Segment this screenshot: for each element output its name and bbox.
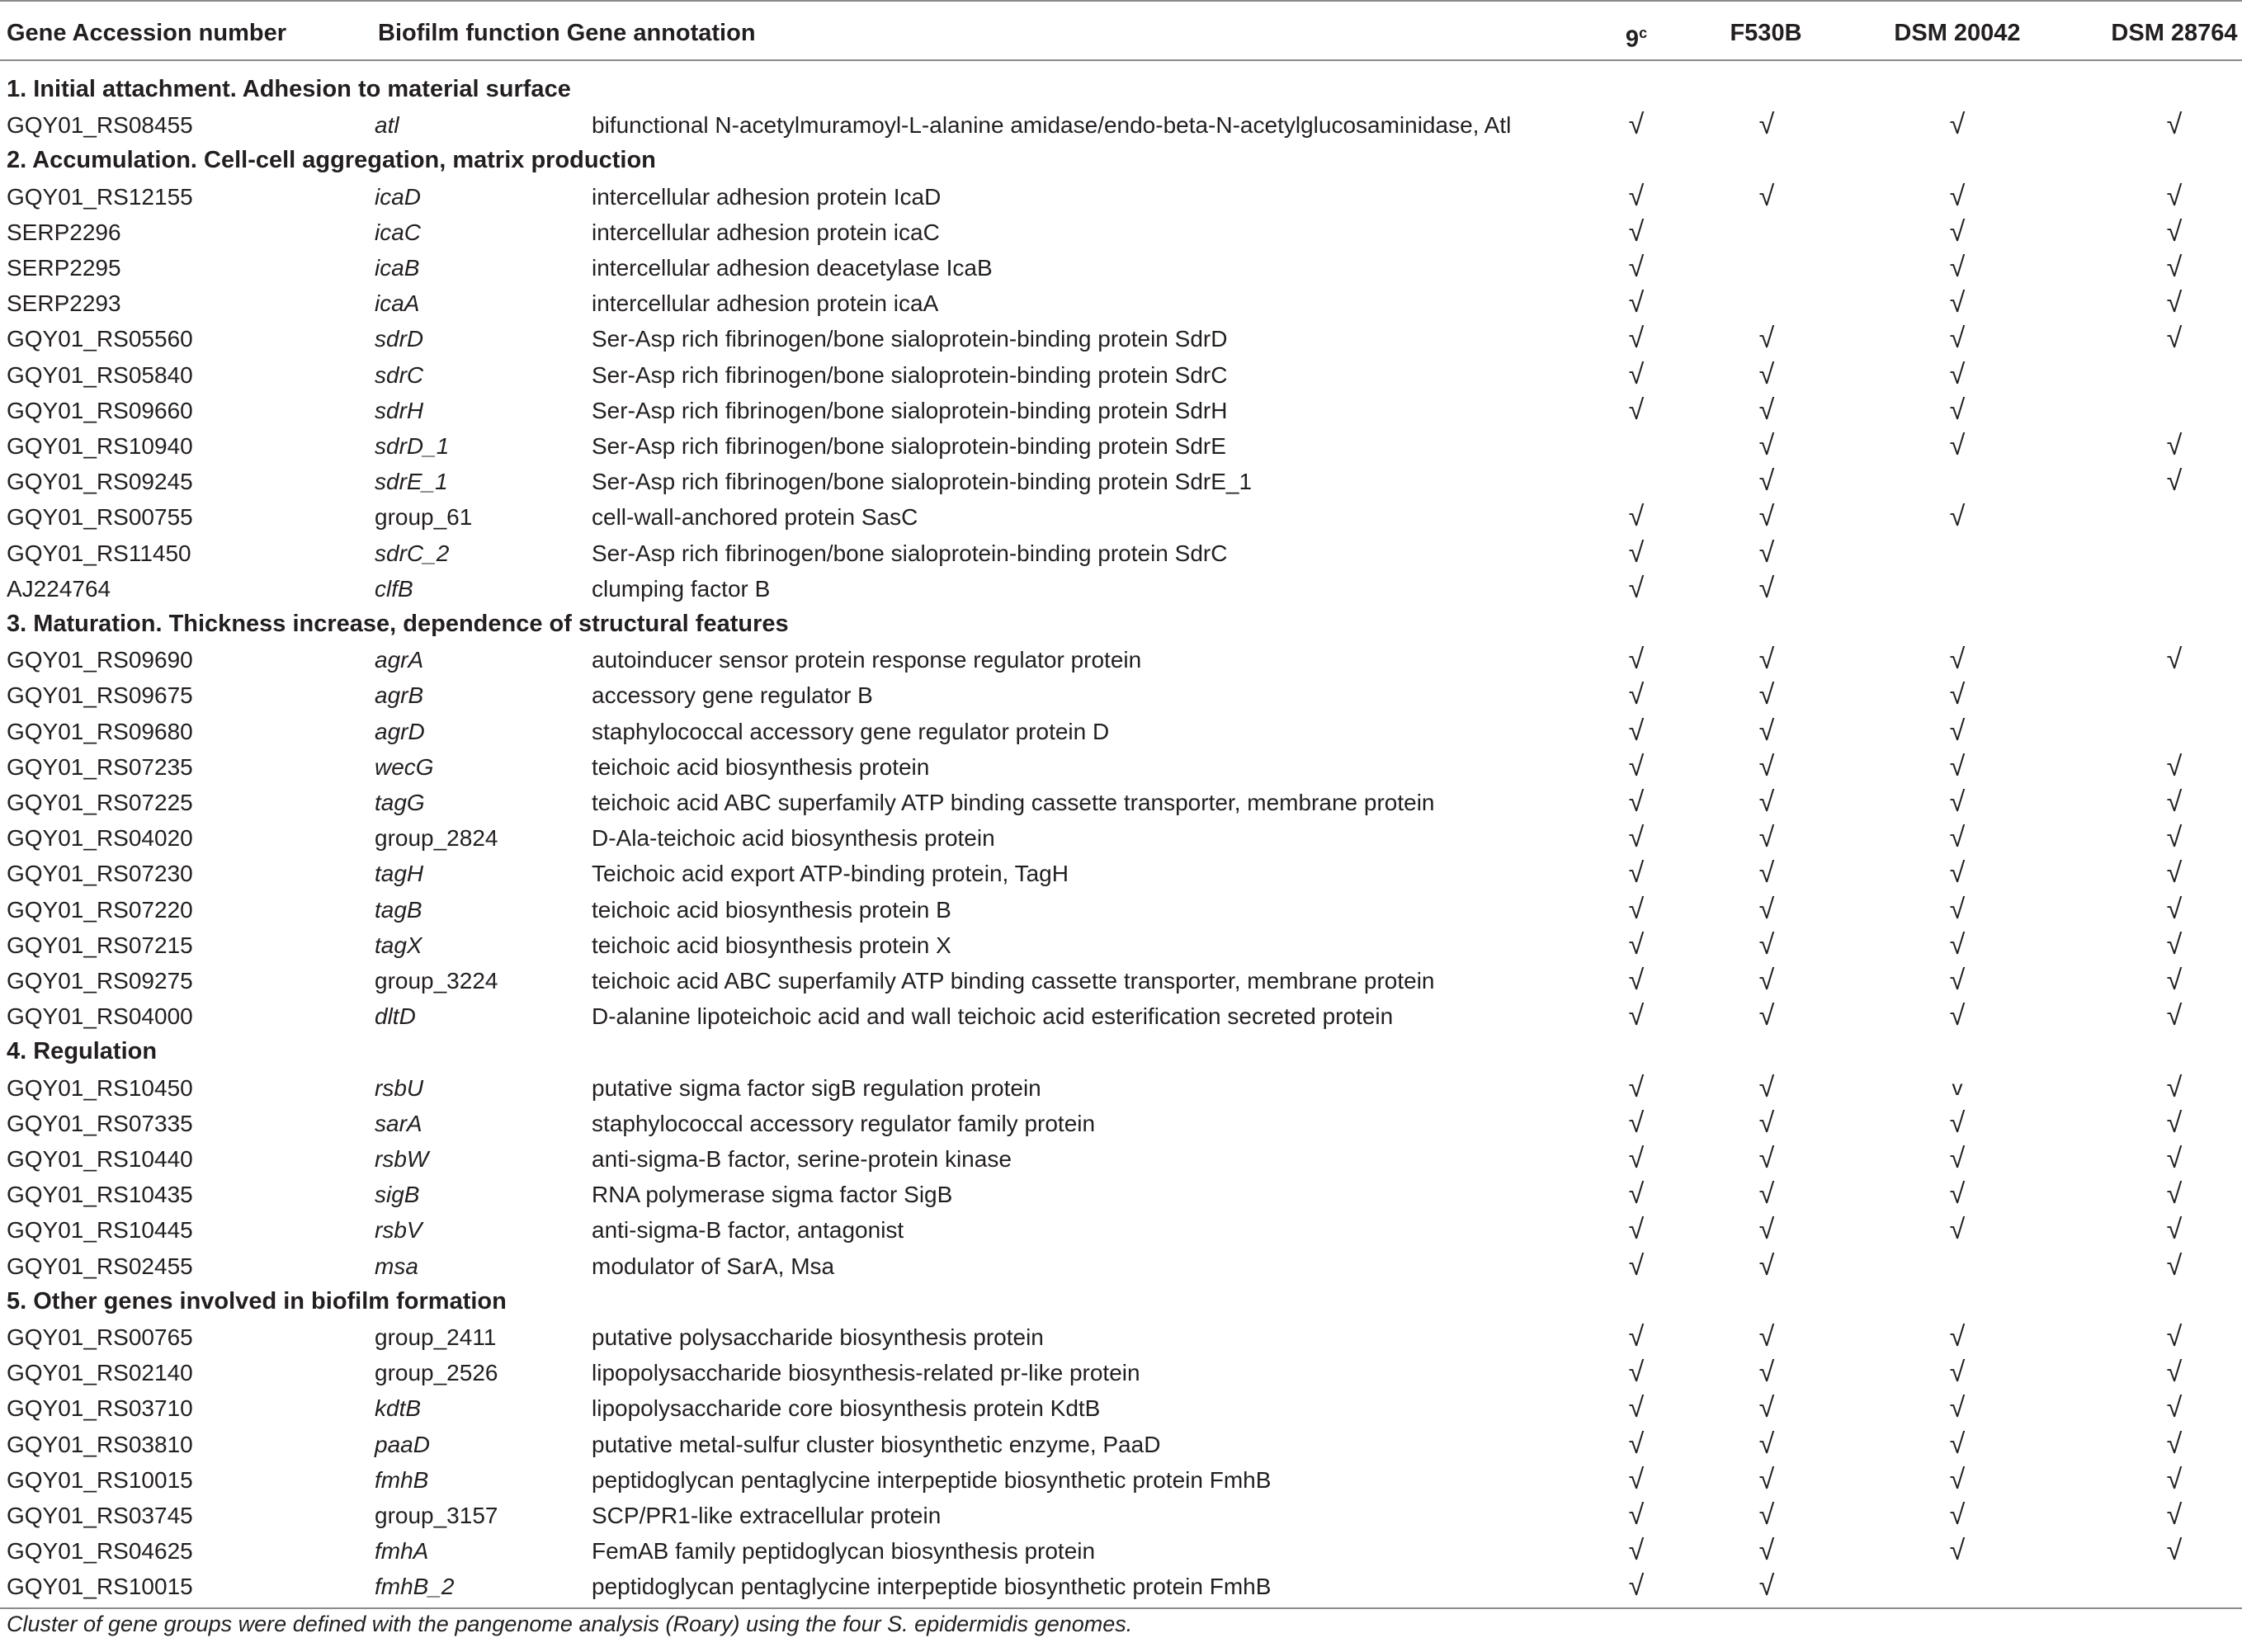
accession-cell: GQY01_RS09275 bbox=[7, 968, 193, 994]
check-f530b: √ bbox=[1758, 1463, 1775, 1495]
check-dsm28764 bbox=[2150, 714, 2199, 749]
section-heading: 2. Accumulation. Cell-cell aggregation, matrix production bbox=[7, 147, 656, 174]
accession-cell: GQY01_RS04000 bbox=[7, 1003, 193, 1030]
check-dsm20042: √ bbox=[1949, 1392, 1966, 1424]
accession-cell: GQY01_RS12155 bbox=[7, 183, 193, 210]
check-strain-9: √ bbox=[1628, 572, 1645, 604]
gene-cell: sdrC_2 bbox=[375, 540, 450, 566]
annotation-cell: cell-wall-anchored protein SasC bbox=[592, 504, 918, 531]
accession-cell: GQY01_RS02140 bbox=[7, 1360, 193, 1386]
check-strain-9: √ bbox=[1628, 501, 1645, 533]
check-strain-9: √ bbox=[1628, 1428, 1645, 1460]
gene-cell: rsbV bbox=[375, 1217, 422, 1244]
accession-cell: GQY01_RS10445 bbox=[7, 1217, 193, 1244]
check-f530b bbox=[1742, 250, 1791, 286]
check-f530b: √ bbox=[1758, 430, 1775, 461]
accession-cell: GQY01_RS07335 bbox=[7, 1110, 193, 1136]
annotation-cell: staphylococcal accessory regulator family protein bbox=[592, 1110, 1096, 1136]
header-strain-dsm28764: DSM 28764 bbox=[2111, 20, 2238, 46]
check-f530b: √ bbox=[1758, 750, 1775, 782]
check-strain-9: √ bbox=[1628, 965, 1645, 996]
gene-cell: rsbW bbox=[375, 1146, 429, 1172]
accession-cell: SERP2293 bbox=[7, 290, 121, 317]
accession-cell: SERP2295 bbox=[7, 255, 121, 281]
gene-cell: clfB bbox=[375, 575, 413, 602]
gene-cell: sdrE_1 bbox=[375, 469, 448, 495]
gene-cell: tagX bbox=[375, 932, 422, 958]
check-dsm28764: √ bbox=[2166, 323, 2183, 355]
gene-cell: tagH bbox=[375, 861, 424, 887]
header-function-annotation: Biofilm function Gene annotation bbox=[378, 20, 756, 46]
check-dsm20042: √ bbox=[1949, 109, 1966, 141]
accession-cell: GQY01_RS10450 bbox=[7, 1074, 193, 1101]
accession-cell: GQY01_RS09245 bbox=[7, 469, 193, 495]
gene-cell: msa bbox=[375, 1253, 418, 1279]
check-dsm28764: √ bbox=[2166, 1249, 2183, 1281]
accession-cell: GQY01_RS10015 bbox=[7, 1574, 193, 1600]
annotation-cell: Ser-Asp rich fibrinogen/bone sialoprotein-binding protein SdrE bbox=[592, 433, 1226, 459]
check-dsm20042: √ bbox=[1949, 893, 1966, 925]
accession-cell: GQY01_RS07230 bbox=[7, 861, 193, 887]
annotation-cell: intercellular adhesion deacetylase IcaB bbox=[592, 255, 993, 281]
accession-cell: GQY01_RS04020 bbox=[7, 825, 193, 852]
check-strain-9: √ bbox=[1628, 1071, 1645, 1103]
check-f530b: √ bbox=[1758, 465, 1775, 498]
annotation-cell: teichoic acid ABC superfamily ATP binding cassette transporter, membrane protein bbox=[592, 790, 1435, 815]
check-dsm20042 bbox=[1933, 1248, 1982, 1284]
accession-cell: GQY01_RS02455 bbox=[7, 1253, 193, 1279]
check-dsm20042: v bbox=[1952, 1074, 1963, 1100]
check-strain-9: √ bbox=[1628, 679, 1645, 711]
check-f530b: √ bbox=[1758, 965, 1775, 996]
check-dsm20042: √ bbox=[1949, 252, 1966, 283]
check-strain-9: √ bbox=[1628, 394, 1645, 426]
annotation-cell: autoinducer sensor protein response regulator protein bbox=[592, 647, 1142, 673]
gene-cell: icaD bbox=[375, 183, 422, 210]
annotation-cell: anti-sigma-B factor, serine-protein kinase bbox=[592, 1146, 1012, 1172]
check-strain-9: √ bbox=[1628, 215, 1645, 248]
gene-cell: group_3224 bbox=[375, 968, 498, 994]
accession-cell: GQY01_RS09675 bbox=[7, 682, 193, 709]
annotation-cell: accessory gene regulator B bbox=[592, 682, 873, 709]
check-f530b: √ bbox=[1758, 1178, 1775, 1211]
gene-cell: fmhA bbox=[375, 1538, 429, 1565]
header-strain-f530b: F530B bbox=[1730, 20, 1802, 46]
check-dsm28764: √ bbox=[2166, 1321, 2183, 1352]
check-f530b: √ bbox=[1758, 501, 1775, 533]
check-dsm20042: √ bbox=[1949, 501, 1966, 533]
check-dsm28764: √ bbox=[2166, 1071, 2183, 1103]
gene-cell: icaA bbox=[375, 290, 420, 317]
check-dsm28764: √ bbox=[2166, 857, 2183, 890]
check-dsm28764 bbox=[2150, 571, 2199, 607]
accession-cell: GQY01_RS10940 bbox=[7, 433, 193, 459]
check-dsm20042: √ bbox=[1949, 1463, 1966, 1495]
check-strain-9: √ bbox=[1628, 1321, 1645, 1352]
check-dsm20042: √ bbox=[1949, 358, 1966, 390]
gene-cell: sigB bbox=[375, 1182, 420, 1208]
check-dsm20042: √ bbox=[1949, 1143, 1966, 1174]
check-strain-9: √ bbox=[1628, 1392, 1645, 1424]
table-caption: Cluster of gene groups were defined with the pangenome analysis (Roary) using the four S. epidermidis genomes. bbox=[7, 1612, 1133, 1636]
accession-cell: GQY01_RS10435 bbox=[7, 1182, 193, 1208]
check-dsm20042: √ bbox=[1949, 857, 1966, 890]
check-strain-9: √ bbox=[1628, 750, 1645, 782]
annotation-cell: RNA polymerase sigma factor SigB bbox=[592, 1182, 953, 1208]
check-strain-9: √ bbox=[1628, 287, 1645, 319]
check-f530b: √ bbox=[1758, 893, 1775, 925]
check-dsm28764 bbox=[2150, 357, 2199, 393]
check-strain-9 bbox=[1612, 428, 1661, 464]
gene-cell: atl bbox=[375, 112, 399, 139]
check-f530b: √ bbox=[1758, 1535, 1775, 1567]
gene-cell: fmhB_2 bbox=[375, 1574, 455, 1600]
check-strain-9: √ bbox=[1628, 180, 1645, 212]
check-f530b: √ bbox=[1758, 1321, 1775, 1352]
accession-cell: GQY01_RS09690 bbox=[7, 647, 193, 673]
check-dsm28764: √ bbox=[2166, 1499, 2183, 1531]
check-strain-9 bbox=[1612, 464, 1661, 499]
check-dsm20042: √ bbox=[1949, 750, 1966, 782]
gene-cell: agrB bbox=[375, 682, 424, 709]
check-dsm20042: √ bbox=[1949, 1321, 1966, 1352]
check-f530b: √ bbox=[1758, 180, 1775, 212]
check-strain-9: √ bbox=[1628, 358, 1645, 390]
annotation-cell: intercellular adhesion protein icaA bbox=[592, 290, 939, 317]
gene-cell: sdrD_1 bbox=[375, 433, 450, 459]
check-dsm28764: √ bbox=[2166, 1178, 2183, 1211]
section-heading: 3. Maturation. Thickness increase, dependence of structural features bbox=[7, 611, 789, 637]
check-dsm28764: √ bbox=[2166, 252, 2183, 283]
check-dsm28764: √ bbox=[2166, 786, 2183, 818]
check-dsm28764: √ bbox=[2166, 1392, 2183, 1424]
check-dsm28764: √ bbox=[2166, 893, 2183, 925]
check-strain-9: √ bbox=[1628, 536, 1645, 569]
check-f530b: √ bbox=[1758, 679, 1775, 711]
header-strain-9-label: 9 bbox=[1625, 26, 1640, 53]
check-dsm20042: √ bbox=[1949, 215, 1966, 248]
accession-cell: GQY01_RS07215 bbox=[7, 932, 193, 958]
check-dsm28764 bbox=[2150, 1569, 2199, 1604]
section-heading: 1. Initial attachment. Adhesion to material surface bbox=[7, 76, 571, 102]
gene-cell: rsbU bbox=[375, 1074, 424, 1101]
accession-cell: GQY01_RS11450 bbox=[7, 540, 191, 566]
annotation-cell: putative polysaccharide biosynthesis protein bbox=[592, 1324, 1044, 1350]
check-strain-9: √ bbox=[1628, 1249, 1645, 1281]
accession-cell: GQY01_RS08455 bbox=[7, 112, 193, 139]
annotation-cell: teichoic acid ABC superfamily ATP binding cassette transporter, membrane protein bbox=[592, 968, 1435, 994]
accession-cell: GQY01_RS03710 bbox=[7, 1395, 193, 1422]
check-dsm20042: √ bbox=[1949, 965, 1966, 996]
check-strain-9: √ bbox=[1628, 252, 1645, 283]
check-f530b: √ bbox=[1758, 358, 1775, 390]
check-f530b: √ bbox=[1758, 1143, 1775, 1174]
check-dsm28764: √ bbox=[2166, 287, 2183, 319]
check-strain-9: √ bbox=[1628, 1463, 1645, 1495]
gene-cell: paaD bbox=[375, 1431, 430, 1457]
annotation-cell: clumping factor B bbox=[592, 575, 771, 602]
annotation-cell: intercellular adhesion protein icaC bbox=[592, 219, 940, 245]
gene-cell: group_61 bbox=[375, 504, 473, 531]
check-dsm20042: √ bbox=[1949, 928, 1966, 961]
check-dsm28764: √ bbox=[2166, 928, 2183, 961]
check-dsm28764: √ bbox=[2166, 180, 2183, 212]
check-f530b: √ bbox=[1758, 1570, 1775, 1602]
check-f530b: √ bbox=[1758, 1071, 1775, 1103]
header-accession: Gene Accession number bbox=[7, 20, 286, 46]
check-strain-9: √ bbox=[1628, 1357, 1645, 1389]
annotation-cell: modulator of SarA, Msa bbox=[592, 1253, 835, 1279]
gene-cell: group_3157 bbox=[375, 1503, 498, 1528]
check-strain-9: √ bbox=[1628, 1570, 1645, 1602]
check-strain-9: √ bbox=[1628, 1499, 1645, 1531]
gene-cell: fmhB bbox=[375, 1466, 429, 1493]
check-strain-9: √ bbox=[1628, 1214, 1645, 1246]
section-heading: 5. Other genes involved in biofilm formation bbox=[7, 1287, 507, 1315]
check-strain-9: √ bbox=[1628, 786, 1645, 818]
check-dsm28764: √ bbox=[2166, 465, 2183, 498]
check-f530b: √ bbox=[1758, 394, 1775, 426]
check-f530b: √ bbox=[1758, 1499, 1775, 1531]
check-dsm20042: √ bbox=[1949, 287, 1966, 319]
check-strain-9: √ bbox=[1628, 715, 1645, 747]
annotation-cell: D-alanine lipoteichoic acid and wall teichoic acid esterification secreted protein bbox=[592, 1003, 1394, 1030]
check-f530b: √ bbox=[1758, 1214, 1775, 1246]
check-strain-9: √ bbox=[1628, 323, 1645, 355]
check-f530b bbox=[1742, 286, 1791, 321]
check-dsm28764 bbox=[2150, 536, 2199, 571]
check-dsm28764: √ bbox=[2166, 965, 2183, 996]
annotation-cell: lipopolysaccharide core biosynthesis protein KdtB bbox=[592, 1395, 1101, 1422]
check-dsm20042: √ bbox=[1949, 679, 1966, 711]
check-f530b: √ bbox=[1758, 1392, 1775, 1424]
gene-cell: tagB bbox=[375, 896, 422, 923]
check-dsm20042: √ bbox=[1949, 1107, 1966, 1139]
check-dsm28764: √ bbox=[2166, 1143, 2183, 1174]
annotation-cell: putative metal-sulfur cluster biosynthetic enzyme, PaaD bbox=[592, 1431, 1161, 1457]
check-dsm20042: √ bbox=[1949, 715, 1966, 747]
check-dsm20042: √ bbox=[1949, 1178, 1966, 1211]
accession-cell: GQY01_RS07235 bbox=[7, 753, 193, 780]
check-f530b: √ bbox=[1758, 572, 1775, 604]
annotation-cell: teichoic acid biosynthesis protein X bbox=[592, 932, 951, 958]
annotation-cell: Ser-Asp rich fibrinogen/bone sialoprotein-binding protein SdrC bbox=[592, 361, 1228, 388]
header-strain-9-sup: c bbox=[1639, 25, 1648, 41]
check-f530b: √ bbox=[1758, 1357, 1775, 1389]
accession-cell: GQY01_RS03745 bbox=[7, 1503, 193, 1528]
annotation-cell: lipopolysaccharide biosynthesis-related pr-like protein bbox=[592, 1360, 1140, 1386]
check-dsm28764: √ bbox=[2166, 1463, 2183, 1495]
gene-cell: sarA bbox=[375, 1110, 422, 1136]
check-f530b bbox=[1742, 215, 1791, 250]
check-dsm28764: √ bbox=[2166, 1535, 2183, 1567]
check-dsm28764: √ bbox=[2166, 1214, 2183, 1246]
accession-cell: GQY01_RS00755 bbox=[7, 504, 193, 531]
gene-cell: sdrC bbox=[375, 361, 424, 388]
check-dsm28764: √ bbox=[2166, 644, 2183, 676]
check-f530b: √ bbox=[1758, 715, 1775, 747]
check-f530b: √ bbox=[1758, 1249, 1775, 1281]
check-dsm20042: √ bbox=[1949, 1428, 1966, 1460]
gene-cell: kdtB bbox=[375, 1395, 422, 1422]
accession-cell: GQY01_RS07220 bbox=[7, 896, 193, 923]
check-dsm20042: √ bbox=[1949, 1535, 1966, 1567]
check-f530b: √ bbox=[1758, 928, 1775, 961]
check-dsm28764: √ bbox=[2166, 430, 2183, 461]
annotation-cell: staphylococcal accessory gene regulator protein D bbox=[592, 718, 1110, 744]
check-strain-9: √ bbox=[1628, 1000, 1645, 1032]
annotation-cell: Ser-Asp rich fibrinogen/bone sialoprotein-binding protein SdrE_1 bbox=[592, 469, 1253, 495]
check-dsm20042: √ bbox=[1949, 644, 1966, 676]
annotation-cell: bifunctional N-acetylmuramoyl-L-alanine amidase/endo-beta-N-acetylglucosaminidase, Atl bbox=[592, 112, 1512, 139]
section-heading: 4. Regulation bbox=[7, 1038, 158, 1065]
check-f530b: √ bbox=[1758, 822, 1775, 854]
annotation-cell: Ser-Asp rich fibrinogen/bone sialoprotein-binding protein SdrH bbox=[592, 397, 1228, 423]
check-dsm28764: √ bbox=[2166, 109, 2183, 141]
check-f530b: √ bbox=[1758, 857, 1775, 890]
check-strain-9: √ bbox=[1628, 1178, 1645, 1211]
annotation-cell: putative sigma factor sigB regulation protein bbox=[592, 1074, 1041, 1101]
check-strain-9: √ bbox=[1628, 928, 1645, 961]
gene-cell: group_2526 bbox=[375, 1360, 498, 1386]
check-f530b: √ bbox=[1758, 644, 1775, 676]
gene-cell: agrA bbox=[375, 647, 424, 673]
accession-cell: GQY01_RS10015 bbox=[7, 1466, 193, 1493]
table-bottom-rule bbox=[0, 1607, 2242, 1609]
check-dsm20042: √ bbox=[1949, 323, 1966, 355]
accession-cell: GQY01_RS00765 bbox=[7, 1324, 193, 1350]
check-strain-9: √ bbox=[1628, 109, 1645, 141]
check-dsm28764: √ bbox=[2166, 1428, 2183, 1460]
check-f530b: √ bbox=[1758, 786, 1775, 818]
annotation-cell: teichoic acid biosynthesis protein B bbox=[592, 896, 951, 923]
annotation-cell: FemAB family peptidoglycan biosynthesis protein bbox=[592, 1538, 1096, 1565]
check-dsm20042 bbox=[1933, 464, 1982, 499]
check-dsm28764 bbox=[2150, 393, 2199, 428]
check-dsm20042: √ bbox=[1949, 1499, 1966, 1531]
check-dsm28764: √ bbox=[2166, 750, 2183, 782]
accession-cell: SERP2296 bbox=[7, 219, 121, 245]
annotation-cell: SCP/PR1-like extracellular protein bbox=[592, 1503, 942, 1528]
header-strain-dsm20042: DSM 20042 bbox=[1894, 20, 2021, 46]
gene-cell: icaC bbox=[375, 219, 422, 245]
gene-cell: icaB bbox=[375, 255, 420, 281]
check-strain-9: √ bbox=[1628, 1143, 1645, 1174]
gene-cell: dltD bbox=[375, 1003, 416, 1030]
accession-cell: GQY01_RS07225 bbox=[7, 790, 193, 815]
check-dsm20042: √ bbox=[1949, 1000, 1966, 1032]
gene-cell: wecG bbox=[375, 753, 434, 780]
check-f530b: √ bbox=[1758, 1000, 1775, 1032]
accession-cell: AJ224764 bbox=[7, 575, 111, 602]
check-dsm20042: √ bbox=[1949, 1357, 1966, 1389]
accession-cell: GQY01_RS09660 bbox=[7, 397, 193, 423]
annotation-cell: teichoic acid biosynthesis protein bbox=[592, 753, 930, 780]
accession-cell: GQY01_RS05560 bbox=[7, 326, 193, 352]
check-dsm20042 bbox=[1933, 571, 1982, 607]
gene-cell: agrD bbox=[375, 718, 425, 744]
check-dsm20042: √ bbox=[1949, 430, 1966, 461]
gene-cell: sdrD bbox=[375, 326, 424, 352]
annotation-cell: peptidoglycan pentaglycine interpeptide biosynthetic protein FmhB bbox=[592, 1466, 1272, 1493]
annotation-cell: Teichoic acid export ATP-binding protein, TagH bbox=[592, 861, 1069, 887]
accession-cell: GQY01_RS09680 bbox=[7, 718, 193, 744]
accession-cell: GQY01_RS03810 bbox=[7, 1431, 193, 1457]
check-dsm28764 bbox=[2150, 499, 2199, 535]
header-rule bbox=[0, 59, 2242, 61]
accession-cell: GQY01_RS10440 bbox=[7, 1146, 193, 1172]
check-dsm20042: √ bbox=[1949, 786, 1966, 818]
check-dsm28764: √ bbox=[2166, 1107, 2183, 1139]
check-strain-9: √ bbox=[1628, 857, 1645, 890]
accession-cell: GQY01_RS05840 bbox=[7, 361, 193, 388]
check-dsm28764: √ bbox=[2166, 215, 2183, 248]
check-dsm28764: √ bbox=[2166, 822, 2183, 854]
check-strain-9: √ bbox=[1628, 644, 1645, 676]
check-dsm20042 bbox=[1933, 1569, 1982, 1604]
annotation-cell: Ser-Asp rich fibrinogen/bone sialoprotein-binding protein SdrC bbox=[592, 540, 1228, 566]
check-f530b: √ bbox=[1758, 1107, 1775, 1139]
annotation-cell: D-Ala-teichoic acid biosynthesis protein bbox=[592, 825, 995, 852]
check-dsm28764: √ bbox=[2166, 1357, 2183, 1389]
check-f530b: √ bbox=[1758, 323, 1775, 355]
check-dsm28764 bbox=[2150, 677, 2199, 713]
check-dsm28764: √ bbox=[2166, 1000, 2183, 1032]
check-dsm20042 bbox=[1933, 536, 1982, 571]
gene-cell: tagG bbox=[375, 790, 425, 815]
check-dsm20042: √ bbox=[1949, 1214, 1966, 1246]
gene-cell: group_2411 bbox=[375, 1324, 497, 1350]
check-strain-9: √ bbox=[1628, 822, 1645, 854]
gene-cell: sdrH bbox=[375, 397, 424, 423]
annotation-cell: intercellular adhesion protein IcaD bbox=[592, 183, 942, 210]
check-dsm20042: √ bbox=[1949, 822, 1966, 854]
check-f530b: √ bbox=[1758, 1428, 1775, 1460]
annotation-cell: peptidoglycan pentaglycine interpeptide biosynthetic protein FmhB bbox=[592, 1574, 1272, 1600]
annotation-cell: Ser-Asp rich fibrinogen/bone sialoprotein-binding protein SdrD bbox=[592, 326, 1228, 352]
check-dsm20042: √ bbox=[1949, 394, 1966, 426]
accession-cell: GQY01_RS04625 bbox=[7, 1538, 193, 1565]
check-f530b: √ bbox=[1758, 109, 1775, 141]
check-strain-9: √ bbox=[1628, 1535, 1645, 1567]
check-strain-9: √ bbox=[1628, 1107, 1645, 1139]
annotation-cell: anti-sigma-B factor, antagonist bbox=[592, 1217, 904, 1244]
check-f530b: √ bbox=[1758, 536, 1775, 569]
gene-cell: group_2824 bbox=[375, 825, 498, 852]
check-strain-9: √ bbox=[1628, 893, 1645, 925]
header-strain-9 bbox=[1612, 0, 1661, 66]
check-dsm20042: √ bbox=[1949, 180, 1966, 212]
